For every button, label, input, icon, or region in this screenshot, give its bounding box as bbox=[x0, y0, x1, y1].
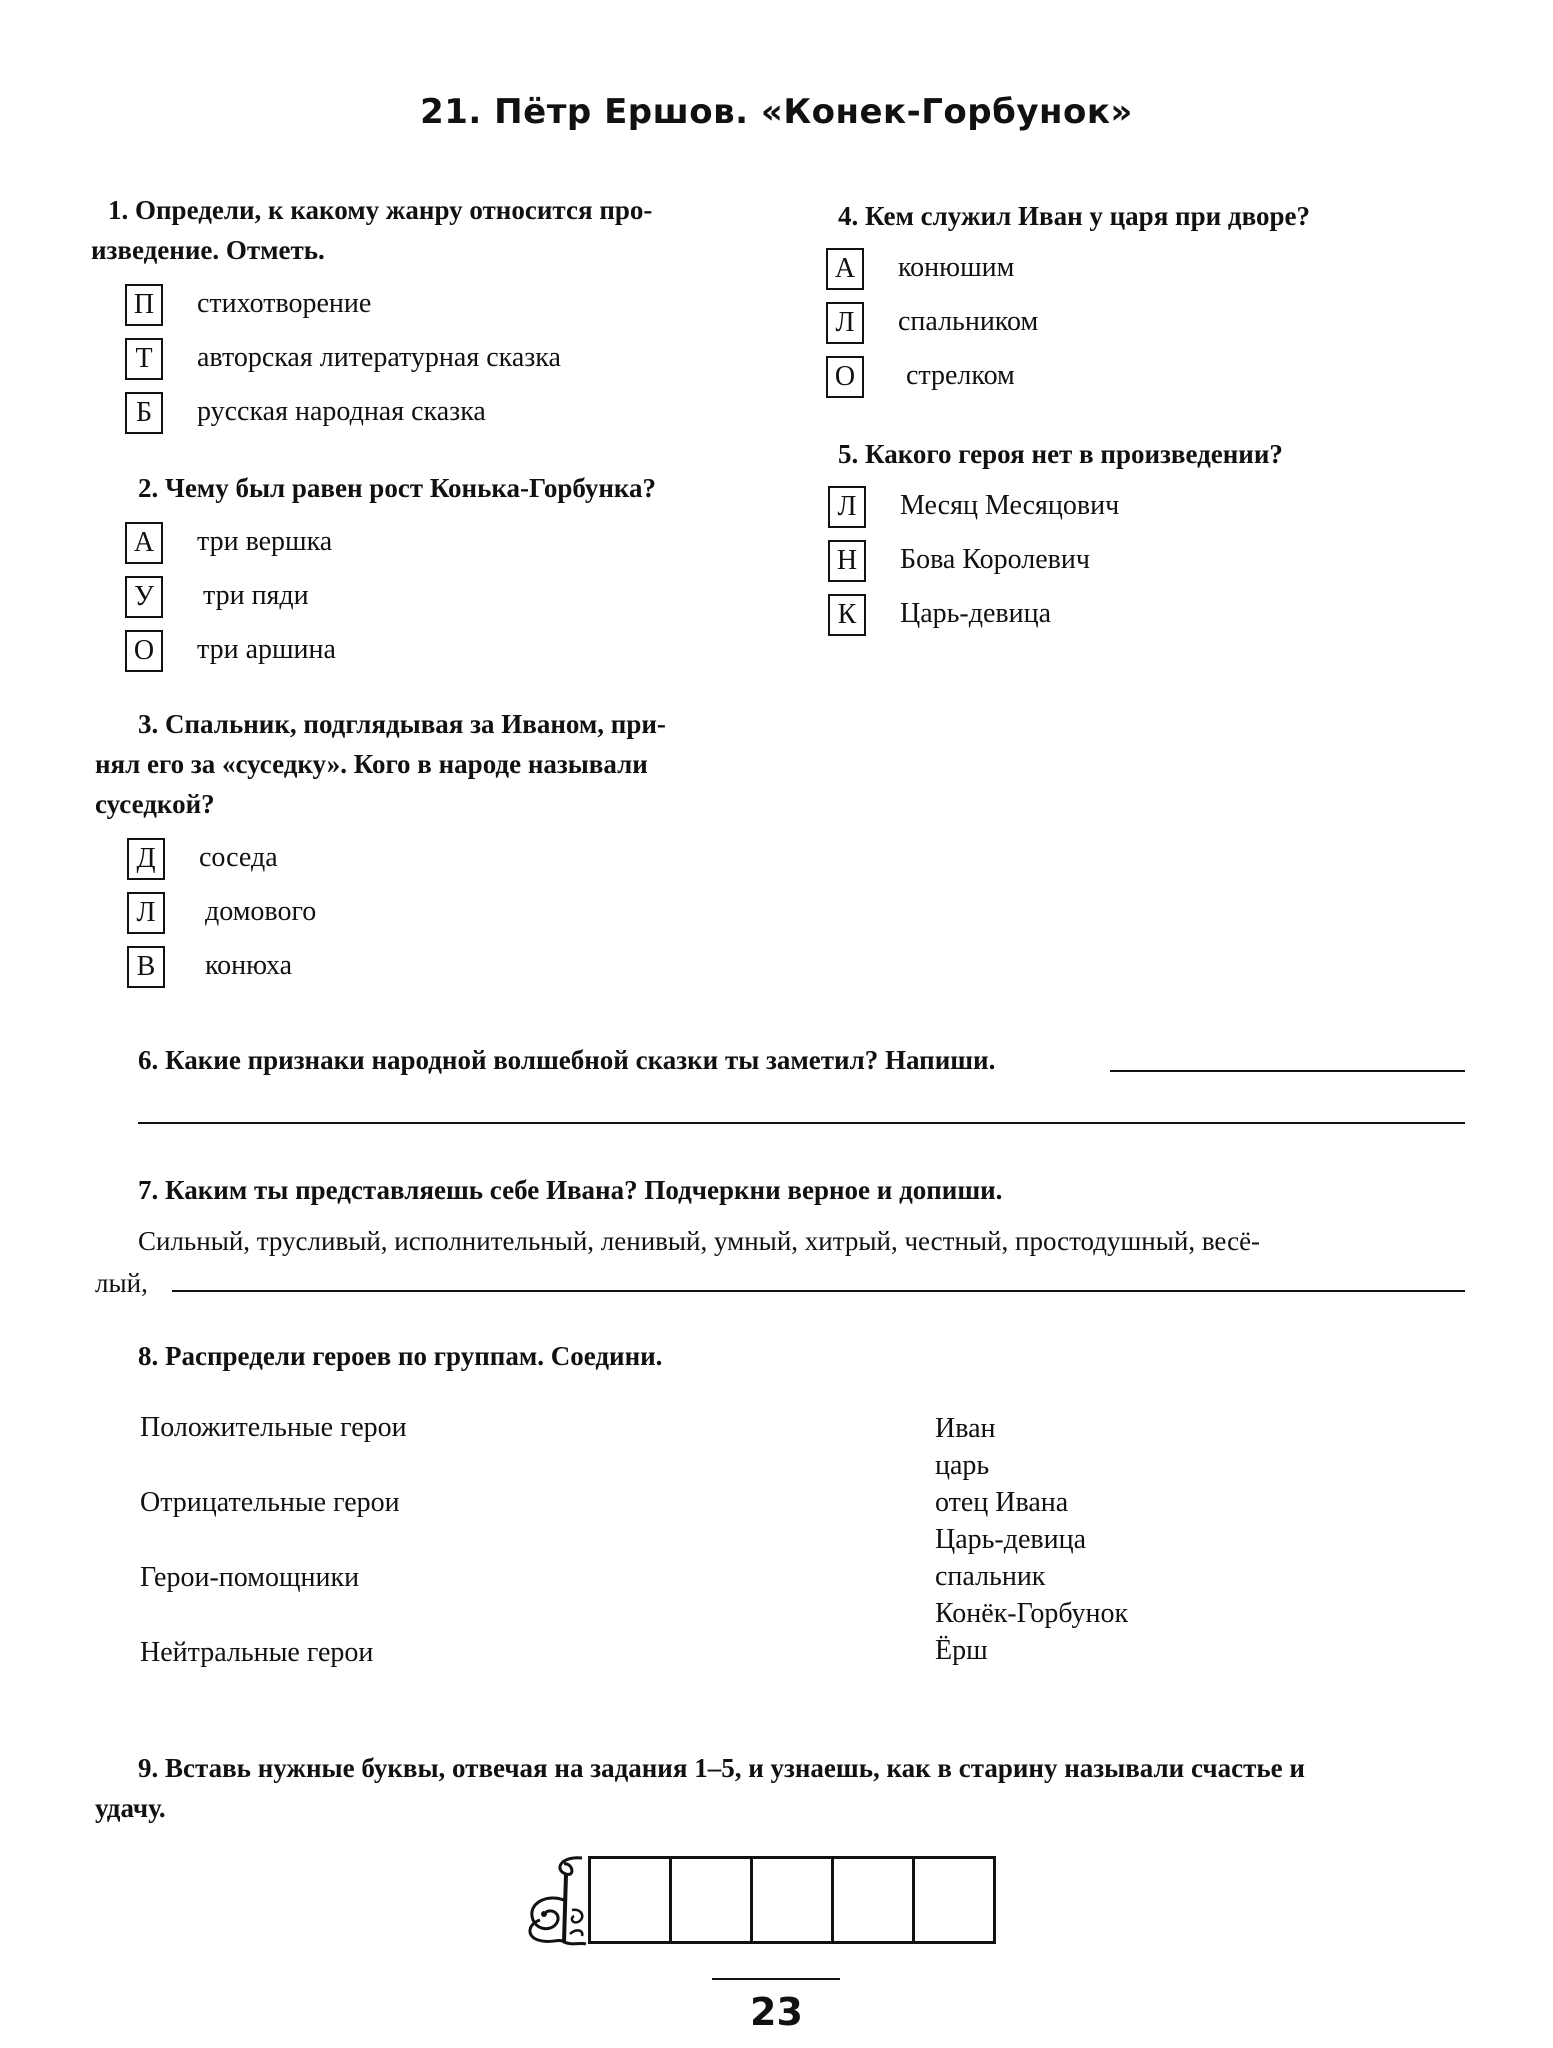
character-item[interactable]: Ёрш bbox=[935, 1635, 988, 1666]
question-9-line-2: удачу. bbox=[95, 1793, 166, 1823]
option-label: конюшим bbox=[898, 252, 1015, 283]
question-7-text: 7. Каким ты представляешь себе Ивана? Подчеркни верное и допиши. bbox=[138, 1175, 1003, 1205]
option-label: три пяди bbox=[203, 580, 309, 611]
character-item[interactable]: отец Ивана bbox=[935, 1487, 1069, 1518]
answer-letter-box[interactable]: В bbox=[127, 946, 165, 988]
option-label: спальником bbox=[898, 306, 1039, 337]
question-3-text bbox=[95, 704, 666, 824]
answer-letter-box[interactable]: У bbox=[125, 576, 163, 618]
answer-letter-box[interactable]: Л bbox=[826, 302, 864, 344]
answer-letter-box[interactable]: Н bbox=[828, 540, 866, 582]
answer-line[interactable] bbox=[172, 1290, 1465, 1292]
question-7-word-list-end: лый, bbox=[95, 1268, 148, 1298]
page-title: 21. Пётр Ершов. «Конек-Горбунок» bbox=[420, 92, 1133, 132]
question-9-line-1: 9. Вставь нужные буквы, отвечая на задания 1–5, и узнаешь, как в старину называли счастье и bbox=[138, 1753, 1305, 1783]
answer-letter-box[interactable]: П bbox=[125, 284, 163, 326]
answer-letter-box[interactable]: Б bbox=[125, 392, 163, 434]
character-list bbox=[935, 1410, 1128, 1669]
option-label: три аршина bbox=[197, 634, 336, 665]
answer-line[interactable] bbox=[138, 1122, 1465, 1124]
question-4-text: 4. Кем служил Иван у царя при дворе? bbox=[838, 201, 1310, 231]
option-label: Месяц Месяцович bbox=[900, 490, 1120, 521]
option-label: конюха bbox=[205, 950, 293, 981]
answer-line[interactable] bbox=[1110, 1070, 1465, 1072]
option-label: Царь-девица bbox=[900, 598, 1052, 629]
answer-letter-box[interactable]: О bbox=[826, 356, 864, 398]
answer-letter-box[interactable]: А bbox=[826, 248, 864, 290]
answer-word-grid bbox=[588, 1856, 996, 1944]
group-negative-heroes[interactable]: Отрицательные герои bbox=[140, 1487, 400, 1518]
question-6-text: 6. Какие признаки народной волшебной сказки ты заметил? Напиши. bbox=[138, 1045, 996, 1075]
answer-letter-box[interactable]: О bbox=[125, 630, 163, 672]
answer-cell[interactable] bbox=[912, 1856, 996, 1944]
option-label: авторская литературная сказка bbox=[197, 342, 561, 373]
question-1-line-1: 1. Определи, к какому жанру относится про- bbox=[108, 195, 653, 225]
answer-letter-box[interactable]: Т bbox=[125, 338, 163, 380]
answer-cell[interactable] bbox=[750, 1856, 834, 1944]
character-item[interactable]: царь bbox=[935, 1450, 990, 1481]
answer-letter-box[interactable]: Л bbox=[828, 486, 866, 528]
character-item[interactable]: Царь-девица bbox=[935, 1524, 1087, 1555]
question-5-text: 5. Какого героя нет в произведении? bbox=[838, 439, 1283, 469]
answer-cell[interactable] bbox=[588, 1856, 672, 1944]
option-label: Бова Королевич bbox=[900, 544, 1090, 575]
group-positive-heroes[interactable]: Положительные герои bbox=[140, 1412, 407, 1443]
answer-letter-box[interactable]: Д bbox=[127, 838, 165, 880]
option-label: соседа bbox=[199, 842, 278, 873]
option-label: русская народная сказка bbox=[197, 396, 486, 427]
group-helper-heroes[interactable]: Герои-помощники bbox=[140, 1562, 360, 1593]
character-item[interactable]: Иван bbox=[935, 1413, 996, 1444]
ornament-icon bbox=[520, 1850, 596, 1950]
character-item[interactable]: Конёк-Горбунок bbox=[935, 1598, 1129, 1629]
group-neutral-heroes[interactable]: Нейтральные герои bbox=[140, 1637, 374, 1668]
question-3-line-3: суседкой? bbox=[95, 789, 215, 819]
character-item[interactable]: спальник bbox=[935, 1561, 1046, 1592]
question-8-text: 8. Распредели героев по группам. Соедини. bbox=[138, 1341, 663, 1371]
question-7-word-list: Сильный, трусливый, исполнительный, ленивый, умный, хитрый, честный, простодушный, весё- bbox=[138, 1226, 1261, 1256]
option-label: домового bbox=[205, 896, 317, 927]
question-1-line-2: изведение. Отметь. bbox=[91, 235, 325, 265]
option-label: стихотворение bbox=[197, 288, 372, 319]
question-2-text: 2. Чему был равен рост Конька-Горбунка? bbox=[138, 473, 657, 503]
question-1-text bbox=[91, 190, 653, 270]
option-label: три вершка bbox=[197, 526, 333, 557]
question-9-text bbox=[95, 1748, 1305, 1828]
question-3-line-2: нял его за «суседку». Кого в народе называли bbox=[95, 749, 648, 779]
answer-letter-box[interactable]: К bbox=[828, 594, 866, 636]
page-number-rule bbox=[712, 1978, 840, 1980]
answer-cell[interactable] bbox=[669, 1856, 753, 1944]
question-3-line-1: 3. Спальник, подглядывая за Иваном, при- bbox=[138, 709, 666, 739]
answer-letter-box[interactable]: А bbox=[125, 522, 163, 564]
answer-letter-box[interactable]: Л bbox=[127, 892, 165, 934]
answer-cell[interactable] bbox=[831, 1856, 915, 1944]
option-label: стрелком bbox=[906, 360, 1015, 391]
page-number: 23 bbox=[750, 1990, 803, 2034]
